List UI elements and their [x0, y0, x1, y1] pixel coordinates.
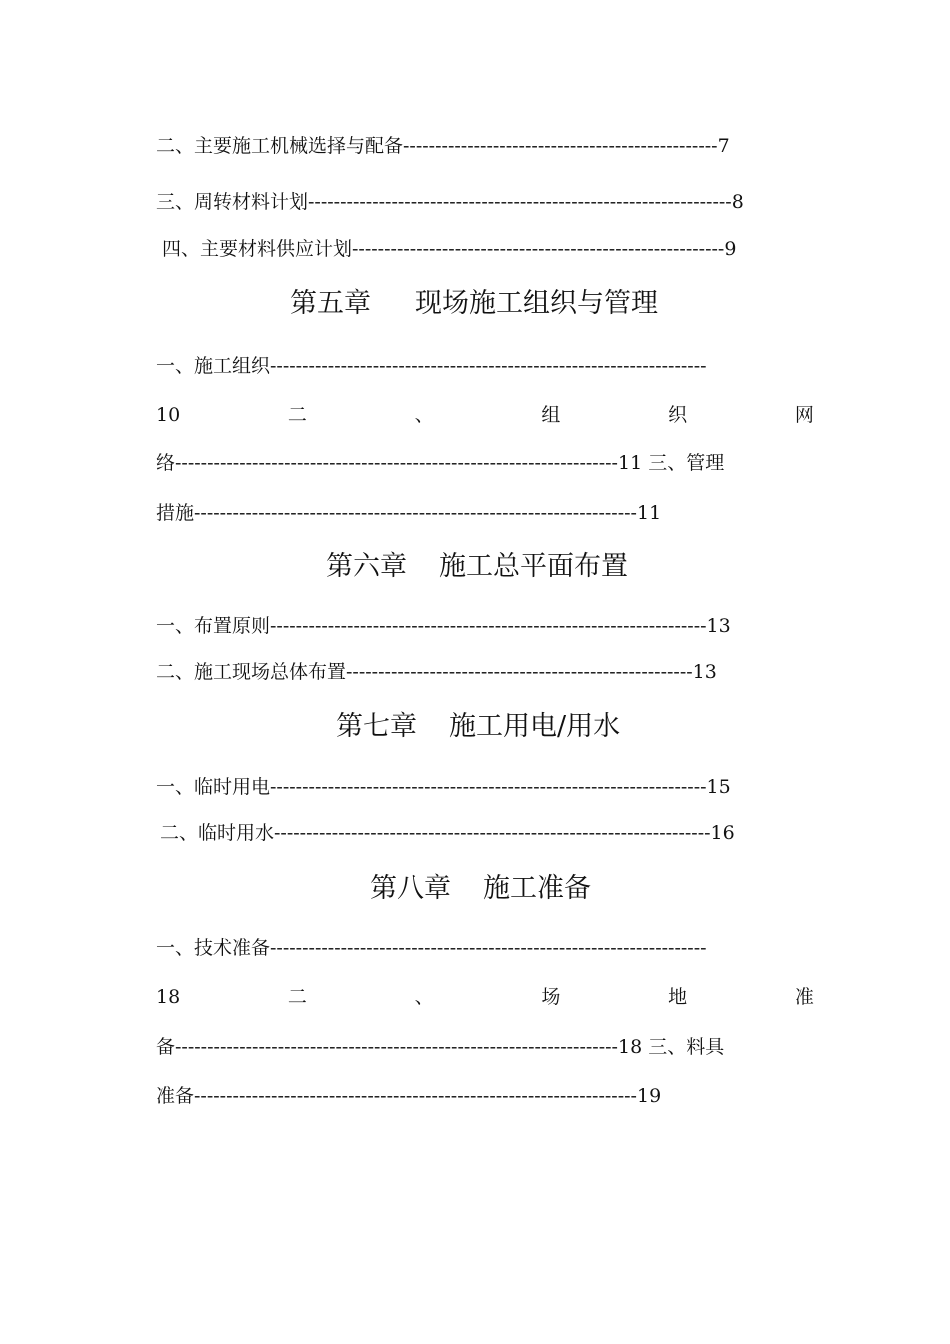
toc-entry: 二、施工现场总体布置------------------------------------------------------13: [156, 661, 717, 683]
spread-item: 准: [794, 986, 814, 1008]
toc-entry: 二、主要施工机械选择与配备-------------------------------------------------7: [156, 135, 730, 157]
chapter-number: 第五章: [290, 288, 371, 319]
toc-entry: 准备---------------------------------------------------------------------19: [156, 1085, 662, 1107]
toc-entry: 备---------------------------------------------------------------------18 三、料具: [156, 1036, 725, 1058]
spread-item: 18: [156, 986, 181, 1008]
spread-item: 场: [541, 986, 561, 1008]
spread-item: 10: [156, 404, 181, 426]
chapter-heading: [290, 287, 658, 321]
toc-entry: 络---------------------------------------------------------------------11 三、管理: [156, 452, 725, 474]
toc-entry: 一、布置原则--------------------------------------------------------------------13: [156, 615, 731, 637]
spread-item: 组: [541, 404, 561, 426]
chapter-heading: [336, 710, 620, 744]
toc-entry: 一、临时用电--------------------------------------------------------------------15: [156, 776, 731, 798]
chapter-title: 施工用电/用水: [449, 711, 621, 742]
toc-entry: 二、临时用水--------------------------------------------------------------------16: [160, 822, 735, 844]
toc-entry: 一、技术准备--------------------------------------------------------------------: [156, 937, 707, 959]
spread-item: 织: [668, 404, 688, 426]
chapter-number: 第八章: [370, 873, 451, 904]
chapter-heading: [370, 872, 591, 906]
spread-item: 地: [668, 986, 688, 1008]
chapter-title: 施工总平面布置: [439, 551, 628, 582]
toc-entry: 一、施工组织--------------------------------------------------------------------: [156, 355, 707, 377]
chapter-number: 第六章: [326, 551, 407, 582]
toc-spread-line: [156, 403, 814, 427]
spread-item: 二: [287, 986, 307, 1008]
toc-spread-line: [156, 985, 814, 1009]
toc-entry: 措施---------------------------------------------------------------------11: [156, 502, 662, 524]
spread-item: 二: [287, 404, 307, 426]
chapter-title: 现场施工组织与管理: [415, 288, 658, 319]
chapter-heading: [326, 550, 628, 584]
spread-item: 、: [414, 404, 434, 426]
chapter-title: 施工准备: [483, 873, 591, 904]
toc-entry: 四、主要材料供应计划----------------------------------------------------------9: [162, 238, 737, 260]
chapter-number: 第七章: [336, 711, 417, 742]
spread-item: 、: [414, 986, 434, 1008]
spread-item: 网: [794, 404, 814, 426]
toc-entry: 三、周转材料计划------------------------------------------------------------------8: [156, 191, 744, 213]
